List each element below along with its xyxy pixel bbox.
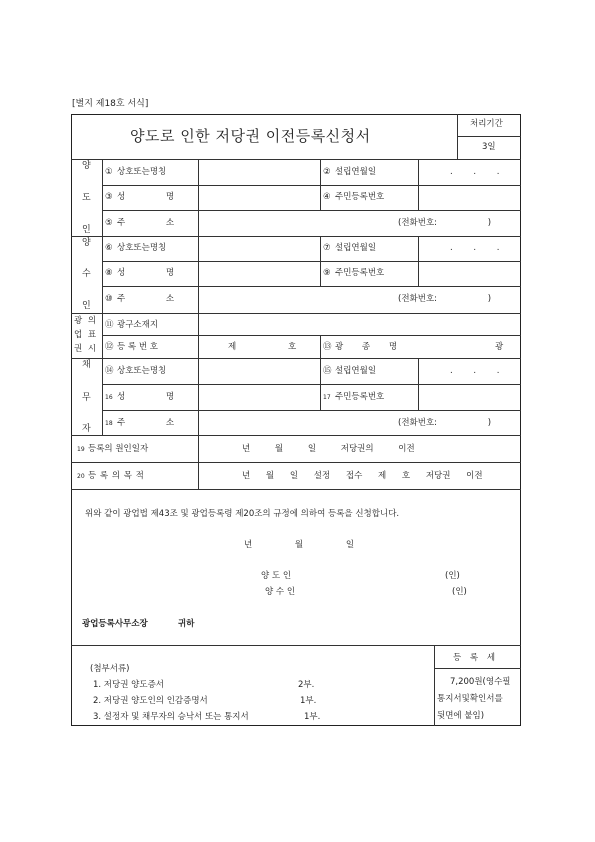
field-number: 19 [77, 446, 85, 453]
divider [457, 114, 458, 159]
field-number: ⑬ [323, 342, 332, 352]
divider [71, 462, 521, 463]
field-label-establishment-date: 설립연월일 [335, 366, 377, 376]
field-label-registration-cause-date: 등록의 원인일자 [88, 444, 149, 454]
field-label-address: 주 소 [117, 418, 175, 428]
divider [102, 384, 521, 385]
field-label-mine-location: 광구소재지 [117, 320, 159, 330]
field-label-resident-number: 주민등록번호 [335, 192, 385, 202]
mining-group-label: 업 표 [74, 330, 97, 340]
field-number: ⑨ [323, 268, 331, 278]
debtor-group-char: 채 [82, 360, 91, 370]
establishment-date-value: . . . [450, 243, 500, 253]
field-number: ③ [105, 192, 113, 202]
divider [71, 236, 521, 237]
field-number: 18 [105, 420, 113, 427]
field-number: ⑥ [105, 243, 113, 253]
divider [320, 335, 321, 410]
form-title: 양도로 인한 저당권 이전등록신청서 [130, 127, 371, 145]
field-label-resident-number: 주민등록번호 [335, 268, 385, 278]
divider [71, 489, 521, 490]
divider [418, 159, 419, 210]
field-label-establishment-date: 설립연월일 [335, 167, 377, 177]
field-number: ⑤ [105, 218, 113, 228]
field-number: ⑦ [323, 243, 331, 253]
establishment-date-value: . . . [450, 167, 500, 177]
registration-number-suffix: 호 [288, 342, 297, 352]
application-date-line: 년 월 일 [244, 540, 355, 550]
phone-number-label: (전화번호: ) [398, 218, 492, 228]
addressee-office: 광업등록사무소장 [82, 619, 148, 629]
divider [71, 435, 521, 436]
divider [71, 313, 521, 314]
divider [434, 668, 521, 669]
divider [320, 159, 321, 210]
divider [71, 645, 521, 646]
field-number: ⑩ [105, 294, 113, 304]
field-number: ⑪ [105, 320, 114, 330]
field-number: ① [105, 167, 113, 177]
field-label-address: 주 소 [117, 218, 175, 228]
field-label-company-name: 상호또는명칭 [117, 366, 167, 376]
field-number: 20 [77, 473, 85, 480]
field-label-address: 주 소 [117, 294, 175, 304]
signer-transferee-seal: (인) [452, 587, 467, 597]
transferor-group-char: 양 [82, 161, 91, 171]
transferee-group-char: 인 [82, 301, 91, 311]
divider [102, 261, 521, 262]
attachment-count: 1부. [300, 696, 317, 706]
field-label-name: 성 명 [117, 192, 175, 202]
field-number: 17 [323, 394, 331, 401]
divider [102, 335, 521, 336]
divider [198, 159, 199, 489]
attachment-item: 1. 저당권 양도증서 [93, 680, 164, 690]
signer-transferor-label: 양 도 인 [261, 571, 292, 581]
mining-group-label: 권 시 [74, 344, 97, 354]
phone-number-label: (전화번호: ) [398, 418, 492, 428]
divider [434, 645, 435, 726]
field-label-resident-number: 주민등록번호 [335, 392, 385, 402]
registration-tax-note: 뒷면에 붙임) [437, 711, 485, 721]
registration-tax-label: 등 록 세 [453, 653, 496, 663]
attachment-item: 3. 설정자 및 채무자의 승낙서 또는 통지서 [93, 712, 249, 722]
field-number: ② [323, 167, 331, 177]
field-label-registration-number: 등 록 번 호 [117, 342, 158, 352]
signer-transferor-seal: (인) [445, 571, 460, 581]
registration-cause-value: 년 월 일 저당권의 이전 [242, 444, 415, 454]
transferee-group-char: 수 [82, 269, 91, 279]
field-label-company-name: 상호또는명칭 [117, 167, 167, 177]
field-label-registration-purpose: 등 록 의 목 적 [88, 471, 144, 481]
registration-tax-note: 통지서및확인서를 [437, 694, 503, 704]
registration-tax-amount: 7,200원(영수필 [450, 677, 511, 687]
divider [418, 236, 419, 286]
debtor-group-char: 자 [82, 424, 91, 434]
attachment-item: 2. 저당권 양도인의 인감증명서 [93, 696, 208, 706]
field-label-establishment-date: 설립연월일 [335, 243, 377, 253]
divider [102, 410, 521, 411]
registration-purpose-value: 년 월 일 설정 접수 제 호 저당권 이전 [242, 471, 483, 481]
field-number: 16 [105, 394, 113, 401]
processing-period-label: 처리기간 [470, 119, 503, 129]
divider [418, 358, 419, 410]
establishment-date-value: . . . [450, 366, 500, 376]
attachments-header: (첨부서류) [90, 664, 130, 674]
field-number: ⑫ [105, 342, 114, 352]
divider [320, 236, 321, 286]
processing-period-value: 3일 [482, 142, 496, 152]
divider [102, 210, 521, 211]
transferor-group-char: 인 [82, 225, 91, 235]
field-label-company-name: 상호또는명칭 [117, 243, 167, 253]
addressee-honorific: 귀하 [178, 619, 195, 629]
mineral-type-suffix: 광 [495, 342, 504, 352]
field-number: ④ [323, 192, 331, 202]
attachment-count: 2부. [298, 680, 315, 690]
signer-transferee-label: 양 수 인 [265, 587, 296, 597]
divider [102, 159, 103, 435]
field-label-name: 성 명 [117, 268, 175, 278]
phone-number-label: (전화번호: ) [398, 294, 492, 304]
field-number: ⑮ [323, 366, 332, 376]
divider [102, 185, 521, 186]
field-number: ⑧ [105, 268, 113, 278]
application-statement: 위와 같이 광업법 제43조 및 광업등록령 제20조의 규정에 의하여 등록을 신청합니다. [85, 509, 400, 519]
divider [457, 136, 521, 137]
debtor-group-char: 무 [82, 393, 91, 403]
attachment-count: 1부. [304, 712, 321, 722]
form-number-label: [별지 제18호 서식] [72, 99, 149, 109]
field-number: ⑭ [105, 366, 114, 376]
divider [102, 286, 521, 287]
divider [71, 358, 521, 359]
mining-group-label: 광 의 [74, 316, 97, 326]
transferor-group-char: 도 [82, 193, 91, 203]
registration-number-prefix: 제 [228, 342, 237, 352]
transferee-group-char: 양 [82, 238, 91, 248]
divider [71, 159, 521, 160]
field-label-mineral-type: 광 종 명 [335, 342, 398, 352]
field-label-name: 성 명 [117, 392, 175, 402]
